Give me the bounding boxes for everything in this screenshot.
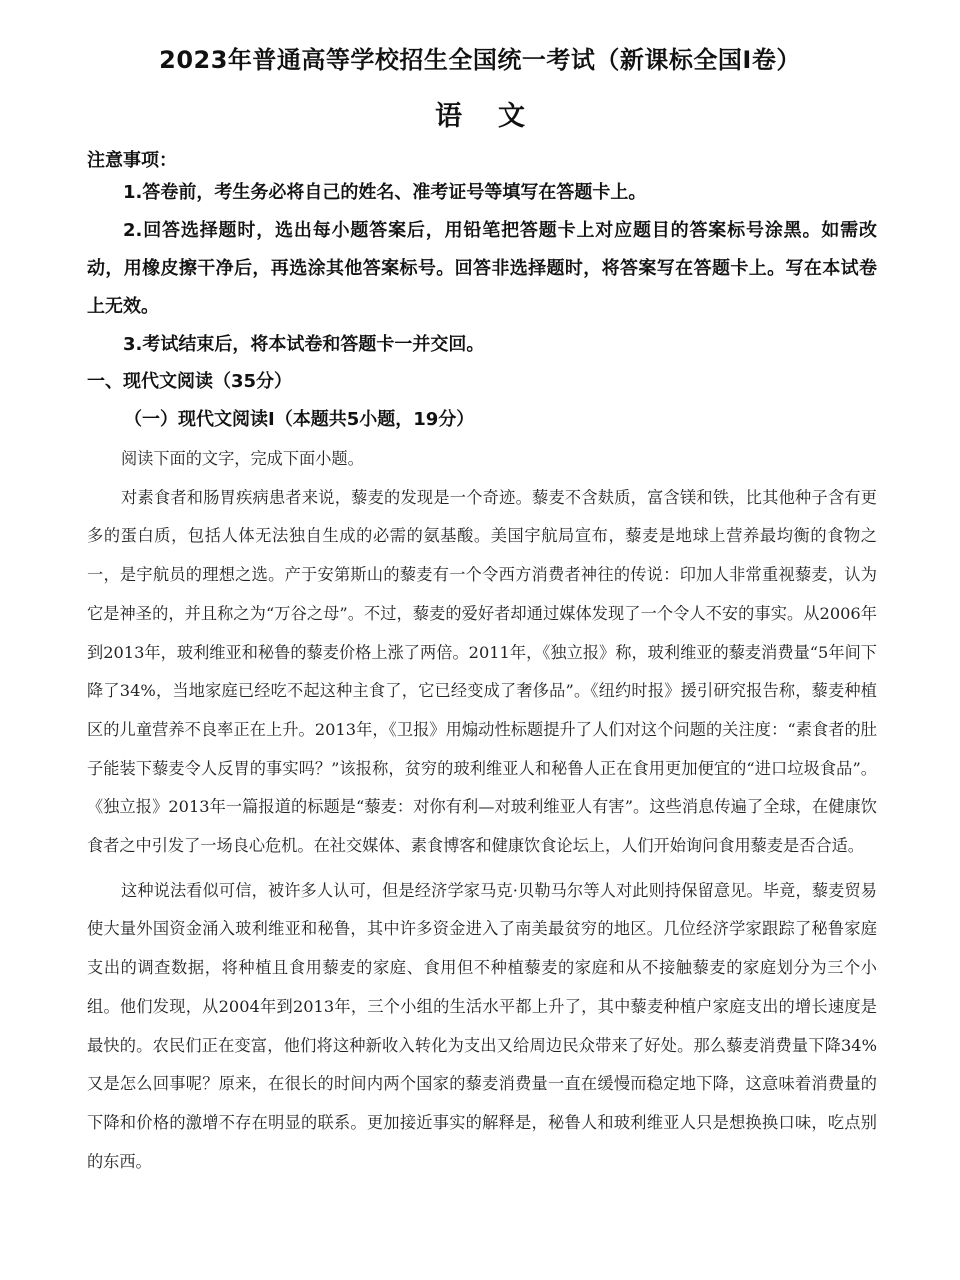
notice-item-3: 3.考试结束后，将本试卷和答题卡一并交回。 (123, 334, 485, 355)
notice-list (87, 174, 877, 364)
notice-heading: 注意事项： (87, 150, 177, 171)
section-heading: 一、现代文阅读（35分） (87, 371, 293, 392)
subsection-heading: （一）现代文阅读Ⅰ（本题共5小题，19分） (124, 409, 475, 430)
passage-instruction: 阅读下面的文字，完成下面小题。 (121, 449, 364, 468)
notice-item-1: 1.答卷前，考生务必将自己的姓名、准考证号等填写在答题卡上。 (123, 182, 647, 203)
exam-title: 2023年普通高等学校招生全国统一考试（新课标全国Ⅰ卷） (159, 46, 801, 74)
passage-paragraph-1: 对素食者和肠胃疾病患者来说，藜麦的发现是一个奇迹。藜麦不含麸质，富含镁和铁，比其他种子含有更多的蛋白质，包括人体无法独自生成的必需的氨基酸。美国宇航局宣布，藜麦是地球上营养最均衡的食物之一，是宇航员的理想之选。产于安第斯山的藜麦有一个令西方消费者神往的传说：印加人非常重视藜麦，认为它是神圣的，并且称之为“万谷之母”。不过，藜麦的爱好者却通过媒体发现了一个令人不安的事实。从2006年到2013年，玻利维亚和秘鲁的藜麦价格上涨了两倍。2011年，《独立报》称，玻利维亚的藜麦消费量“5年间下降了34%，当地家庭已经吃不起这种主食了，它已经变成了奢侈品”。《纽约时报》援引研究报告称，藜麦种植区的儿童营养不良率正在上升。2013年，《卫报》用煽动性标题提升了人们对这个问题的关注度：“素食者的肚子能装下藜麦令人反胃的事实吗？”该报称，贫穷的玻利维亚人和秘鲁人正在食用更加便宜的“进口垃圾食品”。《独立报》2013年一篇报道的标题是“藜麦：对你有利—对玻利维亚人有害”。这些消息传遍了全球，在健康饮食者之中引发了一场良心危机。在社交媒体、素食博客和健康饮食论坛上，人们开始询问食用藜麦是否合适。 (87, 487, 877, 856)
reading-passage (87, 440, 877, 1181)
subject-title: 语文 (435, 101, 561, 132)
passage-paragraph-2: 这种说法看似可信，被许多人认可，但是经济学家马克·贝勒马尔等人对此则持保留意见。毕竟，藜麦贸易使大量外国资金涌入玻利维亚和秘鲁，其中许多资金进入了南美最贫穷的地区。几位经济学家跟踪了秘鲁家庭支出的调查数据，将种植且食用藜麦的家庭、食用但不种植藜麦的家庭和从不接触藜麦的家庭划分为三个小组。他们发现，从2004年到2013年，三个小组的生活水平都上升了，其中藜麦种植户家庭支出的增长速度是最快的。农民们正在变富，他们将这种新收入转化为支出又给周边民众带来了好处。那么藜麦消费量下降34%又是怎么回事呢？原来，在很长的时间内两个国家的藜麦消费量一直在缓慢而稳定地下降，这意味着消费量的下降和价格的激增不存在明显的联系。更加接近事实的解释是，秘鲁人和玻利维亚人只是想换换口味，吃点别的东西。 (87, 880, 877, 1171)
notice-item-2: 2.回答选择题时，选出每小题答案后，用铅笔把答题卡上对应题目的答案标号涂黑。如需改动，用橡皮擦干净后，再选涂其他答案标号。回答非选择题时，将答案写在答题卡上。写在本试卷上无效。 (87, 220, 877, 317)
